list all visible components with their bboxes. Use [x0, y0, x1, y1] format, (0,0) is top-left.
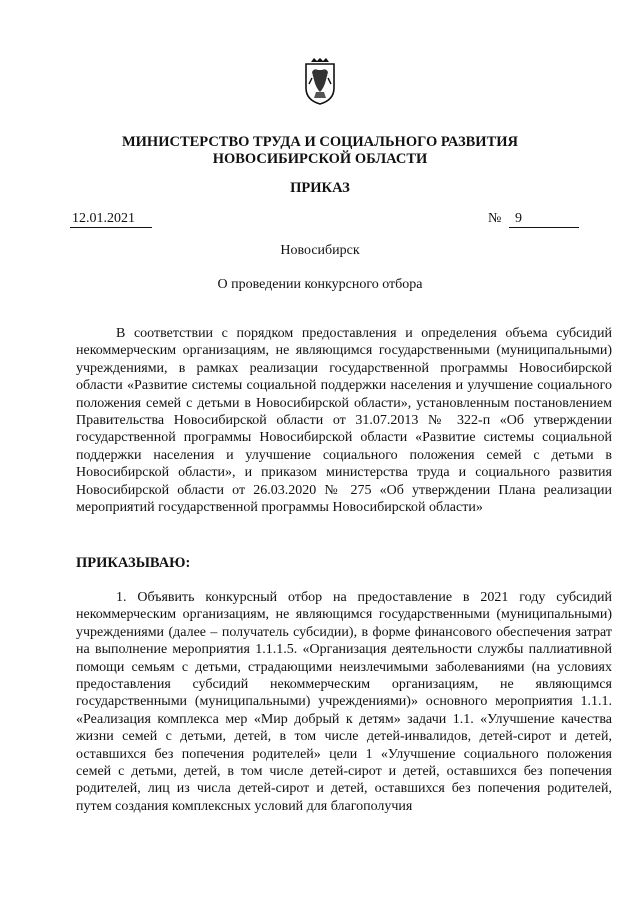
ministry-line-2: НОВОСИБИРСКОЙ ОБЛАСТИ	[212, 151, 428, 167]
ministry-name	[60, 134, 580, 168]
city: Новосибирск	[280, 243, 360, 258]
order-item-1: 1. Объявить конкурсный отбор на предоставление в 2021 году субсидий некоммерческим организациям, не являющимся государственными (муниципальными) учреждениями (далее – получатель субсидии), в форме финансового обеспечения затрат на выполнение мероприятия 1.1.1.5. «Организация деятельности службы паллиативной помощи семьям с детьми, страдающими неизлечимыми заболеваниями (на условиях предоставления субсидий некоммерческим организациям, не являющимся государственными (муниципальными) учреждениями)» основного мероприятия 1.1.1. «Реализация комплекса мер «Мир добрый к детям» задачи 1.1. «Улучшение качества жизни семей с детьми, детей, в том числе детей-инвалидов, детей-сирот и детей, оставшихся без попечения родителей» цели 1 «Улучшение социального положения семей с детьми, детей, в том числе детей-сирот и детей, оставшихся без попечения родителей, лиц из числа детей-сирот и детей, оставшихся без попечения родителей, путем создания комплексных условий для благополучия	[76, 590, 612, 814]
coat-of-arms-icon	[302, 58, 338, 106]
preamble-paragraph: В соответствии с порядком предоставления и определения объема субсидий некоммерческим организациям, не являющимся государственными (муниципальными) учреждениями, в рамках реализации государственной программы Новосибирской области «Развитие системы социальной поддержки населения и улучшение социального положения семей с детьми в Новосибирской области», установленным постановлением Правительства Новосибирской области от 31.07.2013 № 322-п «Об утверждении государственной программы Новосибирской области «Развитие системы социальной поддержки населения и улучшение социального положения семей с детьми в Новосибирской области», и приказом министерства труда и социального развития Новосибирской области от 26.03.2020 № 275 «Об утверждении Плана реализации мероприятий государственной программы Новосибирской области»	[76, 326, 612, 516]
decree-heading: ПРИКАЗЫВАЮ:	[76, 555, 191, 571]
document-subject: О проведении конкурсного отбора	[217, 277, 423, 292]
document-number: 9	[509, 211, 579, 228]
number-sign: №	[488, 211, 502, 226]
document-date: 12.01.2021	[70, 211, 152, 228]
document-type: ПРИКАЗ	[290, 180, 350, 196]
ministry-line-1: МИНИСТЕРСТВО ТРУДА И СОЦИАЛЬНОГО РАЗВИТИЯ	[121, 134, 519, 150]
